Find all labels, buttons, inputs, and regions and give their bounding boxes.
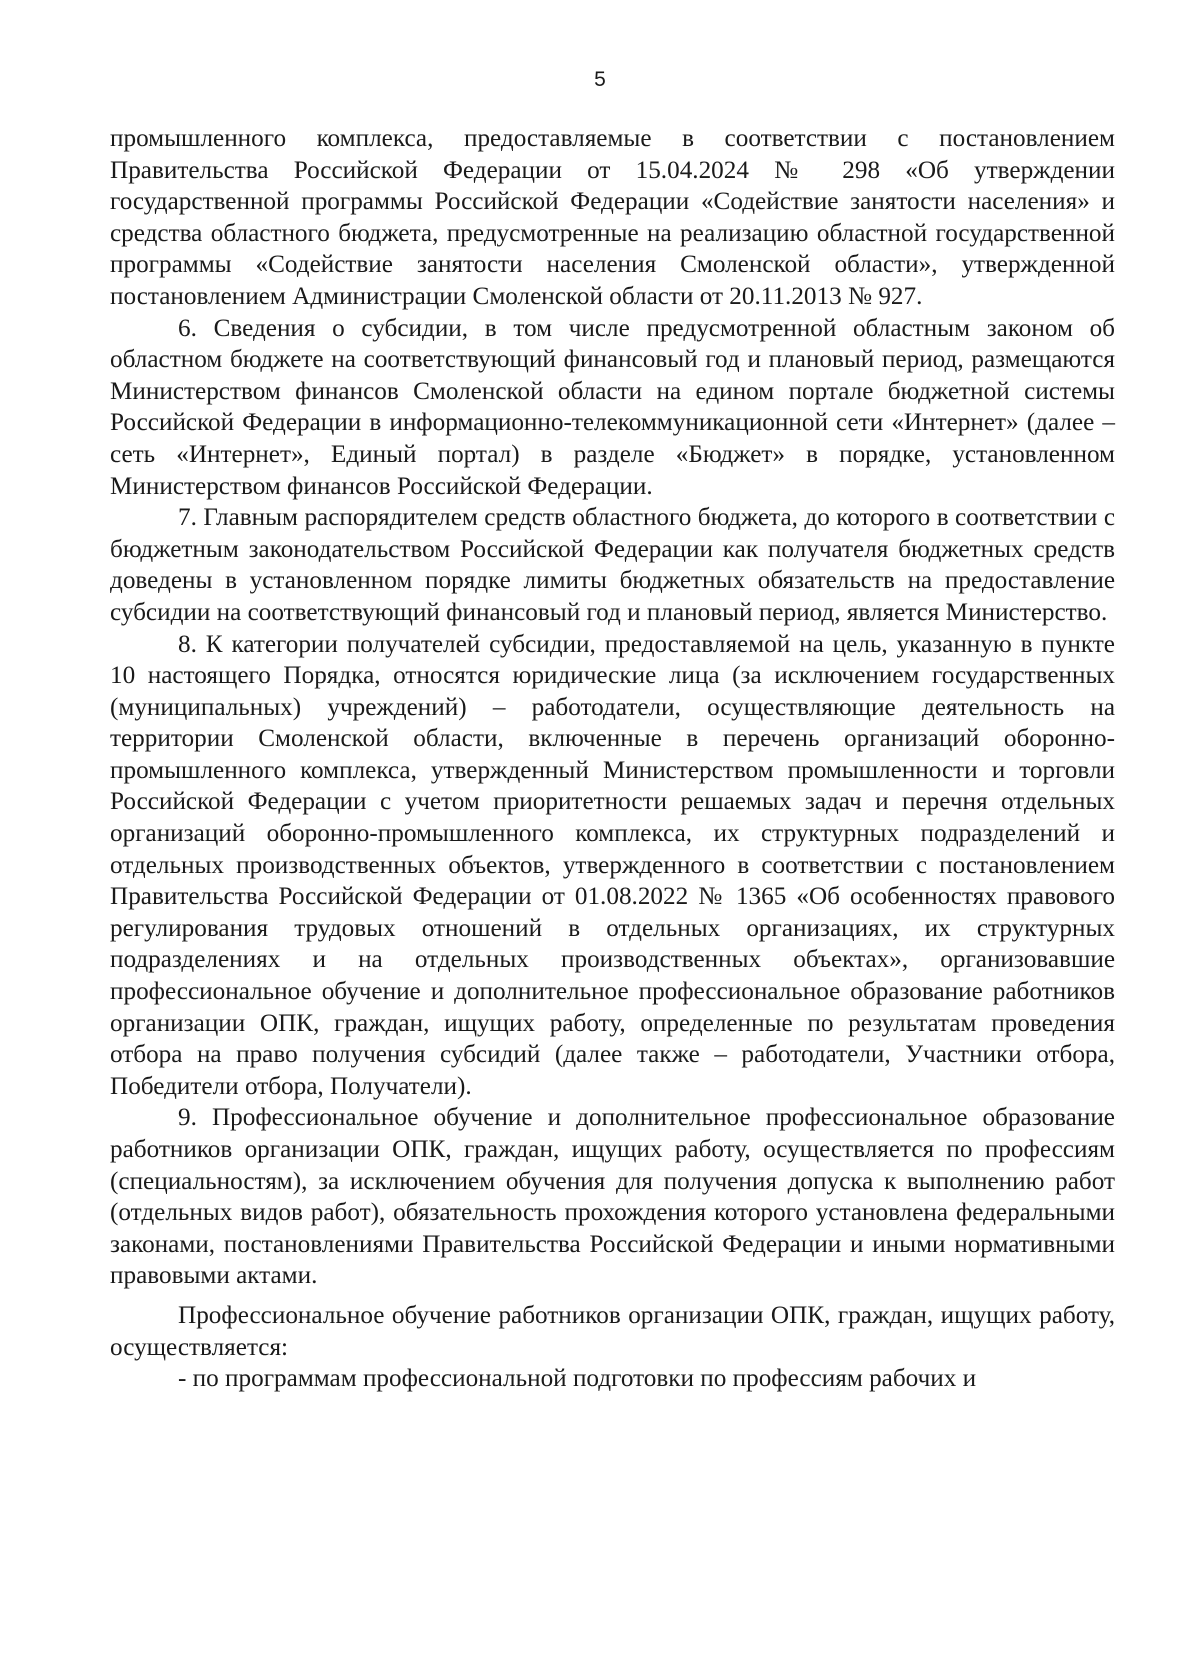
page-number: 5 [594,68,606,91]
paragraph-item-7: 7. Главным распорядителем средств областного бюджета, до которого в соответствии с бюджетным законодательством Российской Федерации как получателя бюджетных средств доведены в установленном порядке лимиты бюджетных обязательств на предоставление субсидии на соответствующий финансовый год и плановый период, является Министерство. [110,504,1115,626]
document-body [110,123,1115,1395]
paragraph-item-6: 6. Сведения о субсидии, в том числе предусмотренной областным законом об областном бюджете на соответствующий финансовый год и плановый период, размещаются Министерством финансов Смоленской области на едином портале бюджетной системы Российской Федерации в информационно-телекоммуникационной сети «Интернет» (далее – сеть «Интернет», Единый портал) в разделе «Бюджет» в порядке, установленном Министерством финансов Российской Федерации. [110,314,1115,500]
paragraph-training-intro: Профессиональное обучение работников организации ОПК, граждан, ищущих работу, осуществляется: [110,1301,1115,1361]
list-item-training-program: - по программам профессиональной подготовки по профессиям рабочих и [178,1365,977,1393]
paragraph-item-8: 8. К категории получателей субсидии, предоставляемой на цель, указанную в пункте 10 настоящего Порядка, относятся юридические лица (за исключением государственных (муниципальных) учреждений) – работодатели, осуществляющие деятельность на территории Смоленской области, включенные в перечень организаций оборонно-промышленного комплекса, утвержденный Министерством промышленности и торговли Российской Федерации с учетом приоритетности решаемых задач и перечня отдельных организаций оборонно-промышленного комплекса, их структурных подразделений и отдельных производственных объектов, утвержденного в соответствии с постановлением Правительства Российской Федерации от 01.08.2022 № 1365 «Об особенностях правового регулирования трудовых отношений в отдельных организациях, их структурных подразделениях и на отдельных производственных объектах», организовавшие профессиональное обучение и дополнительное профессиональное образование работников организации ОПК, граждан, ищущих работу, определенные по результатам проведения отбора на право получения субсидий (далее также – работодатели, Участники отбора, Победители отбора, Получатели). [110,630,1115,1100]
paragraph-continuation: промышленного комплекса, предоставляемые в соответствии с постановлением Правительства Российской Федерации от 15.04.2024 № 298 «Об утверждении государственной программы Российской Федерации «Содействие занятости населения» и средства областного бюджета, предусмотренные на реализацию областной государственной программы «Содействие занятости населения Смоленской области», утвержденной постановлением Администрации Смоленской области от 20.11.2013 № 927. [110,125,1115,310]
paragraph-item-9: 9. Профессиональное обучение и дополнительное профессиональное образование работников организации ОПК, граждан, ищущих работу, осуществляется по профессиям (специальностям), за исключением обучения для получения допуска к выполнению работ (отдельных видов работ), обязательность прохождения которого установлена федеральными законами, постановлениями Правительства Российской Федерации и иными нормативными правовыми актами. [110,1104,1115,1290]
